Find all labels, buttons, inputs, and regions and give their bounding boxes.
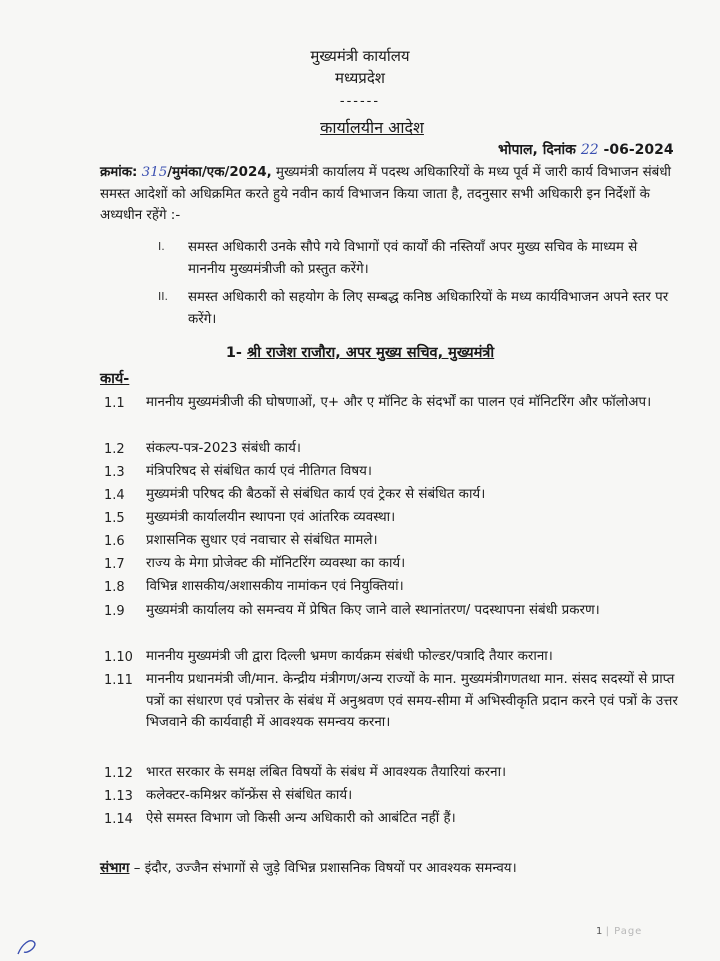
page-footer: [596, 926, 642, 937]
directive-marker: II.: [158, 290, 168, 303]
item-text: राज्य के मेगा प्रोजेक्ट की मॉनिटरिंग व्यवस्था का कार्य।: [146, 556, 406, 571]
item-text: माननीय मुख्यमंत्रीजी की घोषणाओं, ए+ और ए मॉनिट के संदर्भों का पालन एवं मॉनिटरिंग और फॉलोअप।: [146, 395, 652, 410]
item-text: माननीय मुख्यमंत्री जी द्वारा दिल्ली भ्रमण कार्यक्रम संबंधी फोल्डर/पत्रादि तैयार कराना।: [146, 649, 553, 664]
item-number: 1.4: [104, 488, 125, 503]
kramank-label: क्रमांक:: [100, 165, 138, 180]
separator: ------: [339, 94, 381, 109]
sambhag-line: [100, 858, 690, 876]
directive-text: समस्त अधिकारी उनके सौपे गये विभागों एवं कार्यों की नस्तियाँ अपर मुख्य सचिव के माध्यम से माननीय मुख्यमंत्रीजी को प्रस्तुत करेंगे।: [188, 240, 638, 277]
signature-mark: [12, 928, 52, 958]
item-text: ऐसे समस्त विभाग जो किसी अन्य अधिकारी को आबंटित नहीं हैं।: [146, 811, 456, 826]
directive-text: समस्त अधिकारी को सहयोग के लिए सम्बद्ध कनिष्ठ अधिकारियों के मध्य कार्यविभाजन अपने स्तर पर करेंगे।: [188, 290, 669, 327]
item-text: विभिन्न शासकीय/अशासकीय नामांकन एवं नियुक्तियां।: [146, 579, 404, 594]
item-text: संकल्प-पत्र-2023 संबंधी कार्य।: [146, 441, 301, 456]
page-label: | Page: [605, 926, 643, 937]
item-number: 1.14: [104, 812, 133, 827]
section-officer: श्री राजेश राजौरा, अपर मुख्य सचिव, मुख्यमंत्री: [247, 345, 495, 361]
item-number: 1.6: [104, 534, 125, 549]
item-text: मुख्यमंत्री कार्यालय को समन्वय में प्रेषित किए जाने वाले स्थानांतरण/ पदस्थापना संबंधी प्रकरण।: [146, 603, 600, 618]
item-text: मुख्यमंत्री परिषद की बैठकों से संबंधित कार्य एवं ट्रेकर से संबंधित कार्य।: [146, 487, 486, 502]
item-number: 1.2: [104, 442, 125, 457]
item-text: कलेक्टर-कमिश्नर कॉन्फ्रेंस से संबंधित कार्य।: [146, 788, 353, 803]
item-number: 1.9: [104, 604, 125, 619]
section-heading: [0, 342, 720, 362]
sambhag-label: संभाग: [100, 861, 130, 876]
sambhag-text: – इंदौर, उज्जैन संभागों से जुड़े विभिन्न प्रशासनिक विषयों पर आवश्यक समन्वय।: [129, 861, 517, 876]
karya-label: कार्य-: [100, 371, 130, 387]
order-title: कार्यालयीन आदेश: [320, 118, 424, 137]
intro-paragraph: [100, 162, 678, 227]
section-number: 1-: [225, 345, 242, 361]
item-text: माननीय प्रधानमंत्री जी/मान. केन्द्रीय मंत्रीगण/अन्य राज्यों के मान. मुख्यमंत्रीगणतथा मान. संसद सदस्यों से प्राप्त पत्रों का संधारण एवं पत्रोत्तर के संबंध में अनुश्रवण एवं समय-सीमा में अभिस्वीकृति प्रदान करने एवं पत्रों के उत्तर भिजवाने की कार्यवाही में आवश्यक समन्वय करना।: [146, 672, 678, 730]
item-text: भारत सरकार के समक्ष लंबित विषयों के संबंध में आवश्यक तैयारियां करना।: [146, 765, 507, 780]
item-number: 1.7: [104, 557, 125, 572]
kramank-suffix: /मुमंका/एक/2024,: [167, 165, 272, 180]
item-number: 1.3: [104, 465, 125, 480]
item-text: मुख्यमंत्री कार्यालयीन स्थापना एवं आंतरिक व्यवस्था।: [146, 510, 396, 525]
date-day: 22: [580, 142, 599, 158]
item-number: 1.8: [104, 580, 125, 595]
item-number: 1.13: [104, 789, 133, 804]
date-line: [498, 140, 674, 159]
item-number: 1.10: [104, 650, 133, 665]
item-number: 1.5: [104, 511, 125, 526]
item-number: 1.12: [104, 766, 133, 781]
intro-text: मुख्यमंत्री कार्यालय में पदस्थ अधिकारियों के मध्य पूर्व में जारी कार्य विभाजन संबंधी समस्त आदेशों को अधिक्रमित करते हुये नवीन कार्य विभाजन किया जाता है, तदनुसार सभी अधिकारी इन निर्देशों के अध्यधीन रहेंगे :-: [100, 165, 672, 223]
state-name: मध्यप्रदेश: [334, 69, 385, 87]
page-number: 1: [596, 926, 603, 937]
date-suffix: -06-2024: [603, 142, 674, 158]
item-text: मंत्रिपरिषद से संबंधित कार्य एवं नीतिगत विषय।: [146, 464, 372, 479]
office-name: मुख्यमंत्री कार्यालय: [310, 47, 410, 65]
directive-marker: I.: [158, 240, 165, 253]
kramank-number: 315: [141, 165, 168, 180]
item-text: प्रशासनिक सुधार एवं नवाचार से संबंधित मामले।: [146, 533, 378, 548]
item-number: 1.1: [104, 396, 125, 411]
date-prefix: भोपाल, दिनांक: [498, 142, 576, 158]
item-number: 1.11: [104, 673, 133, 688]
